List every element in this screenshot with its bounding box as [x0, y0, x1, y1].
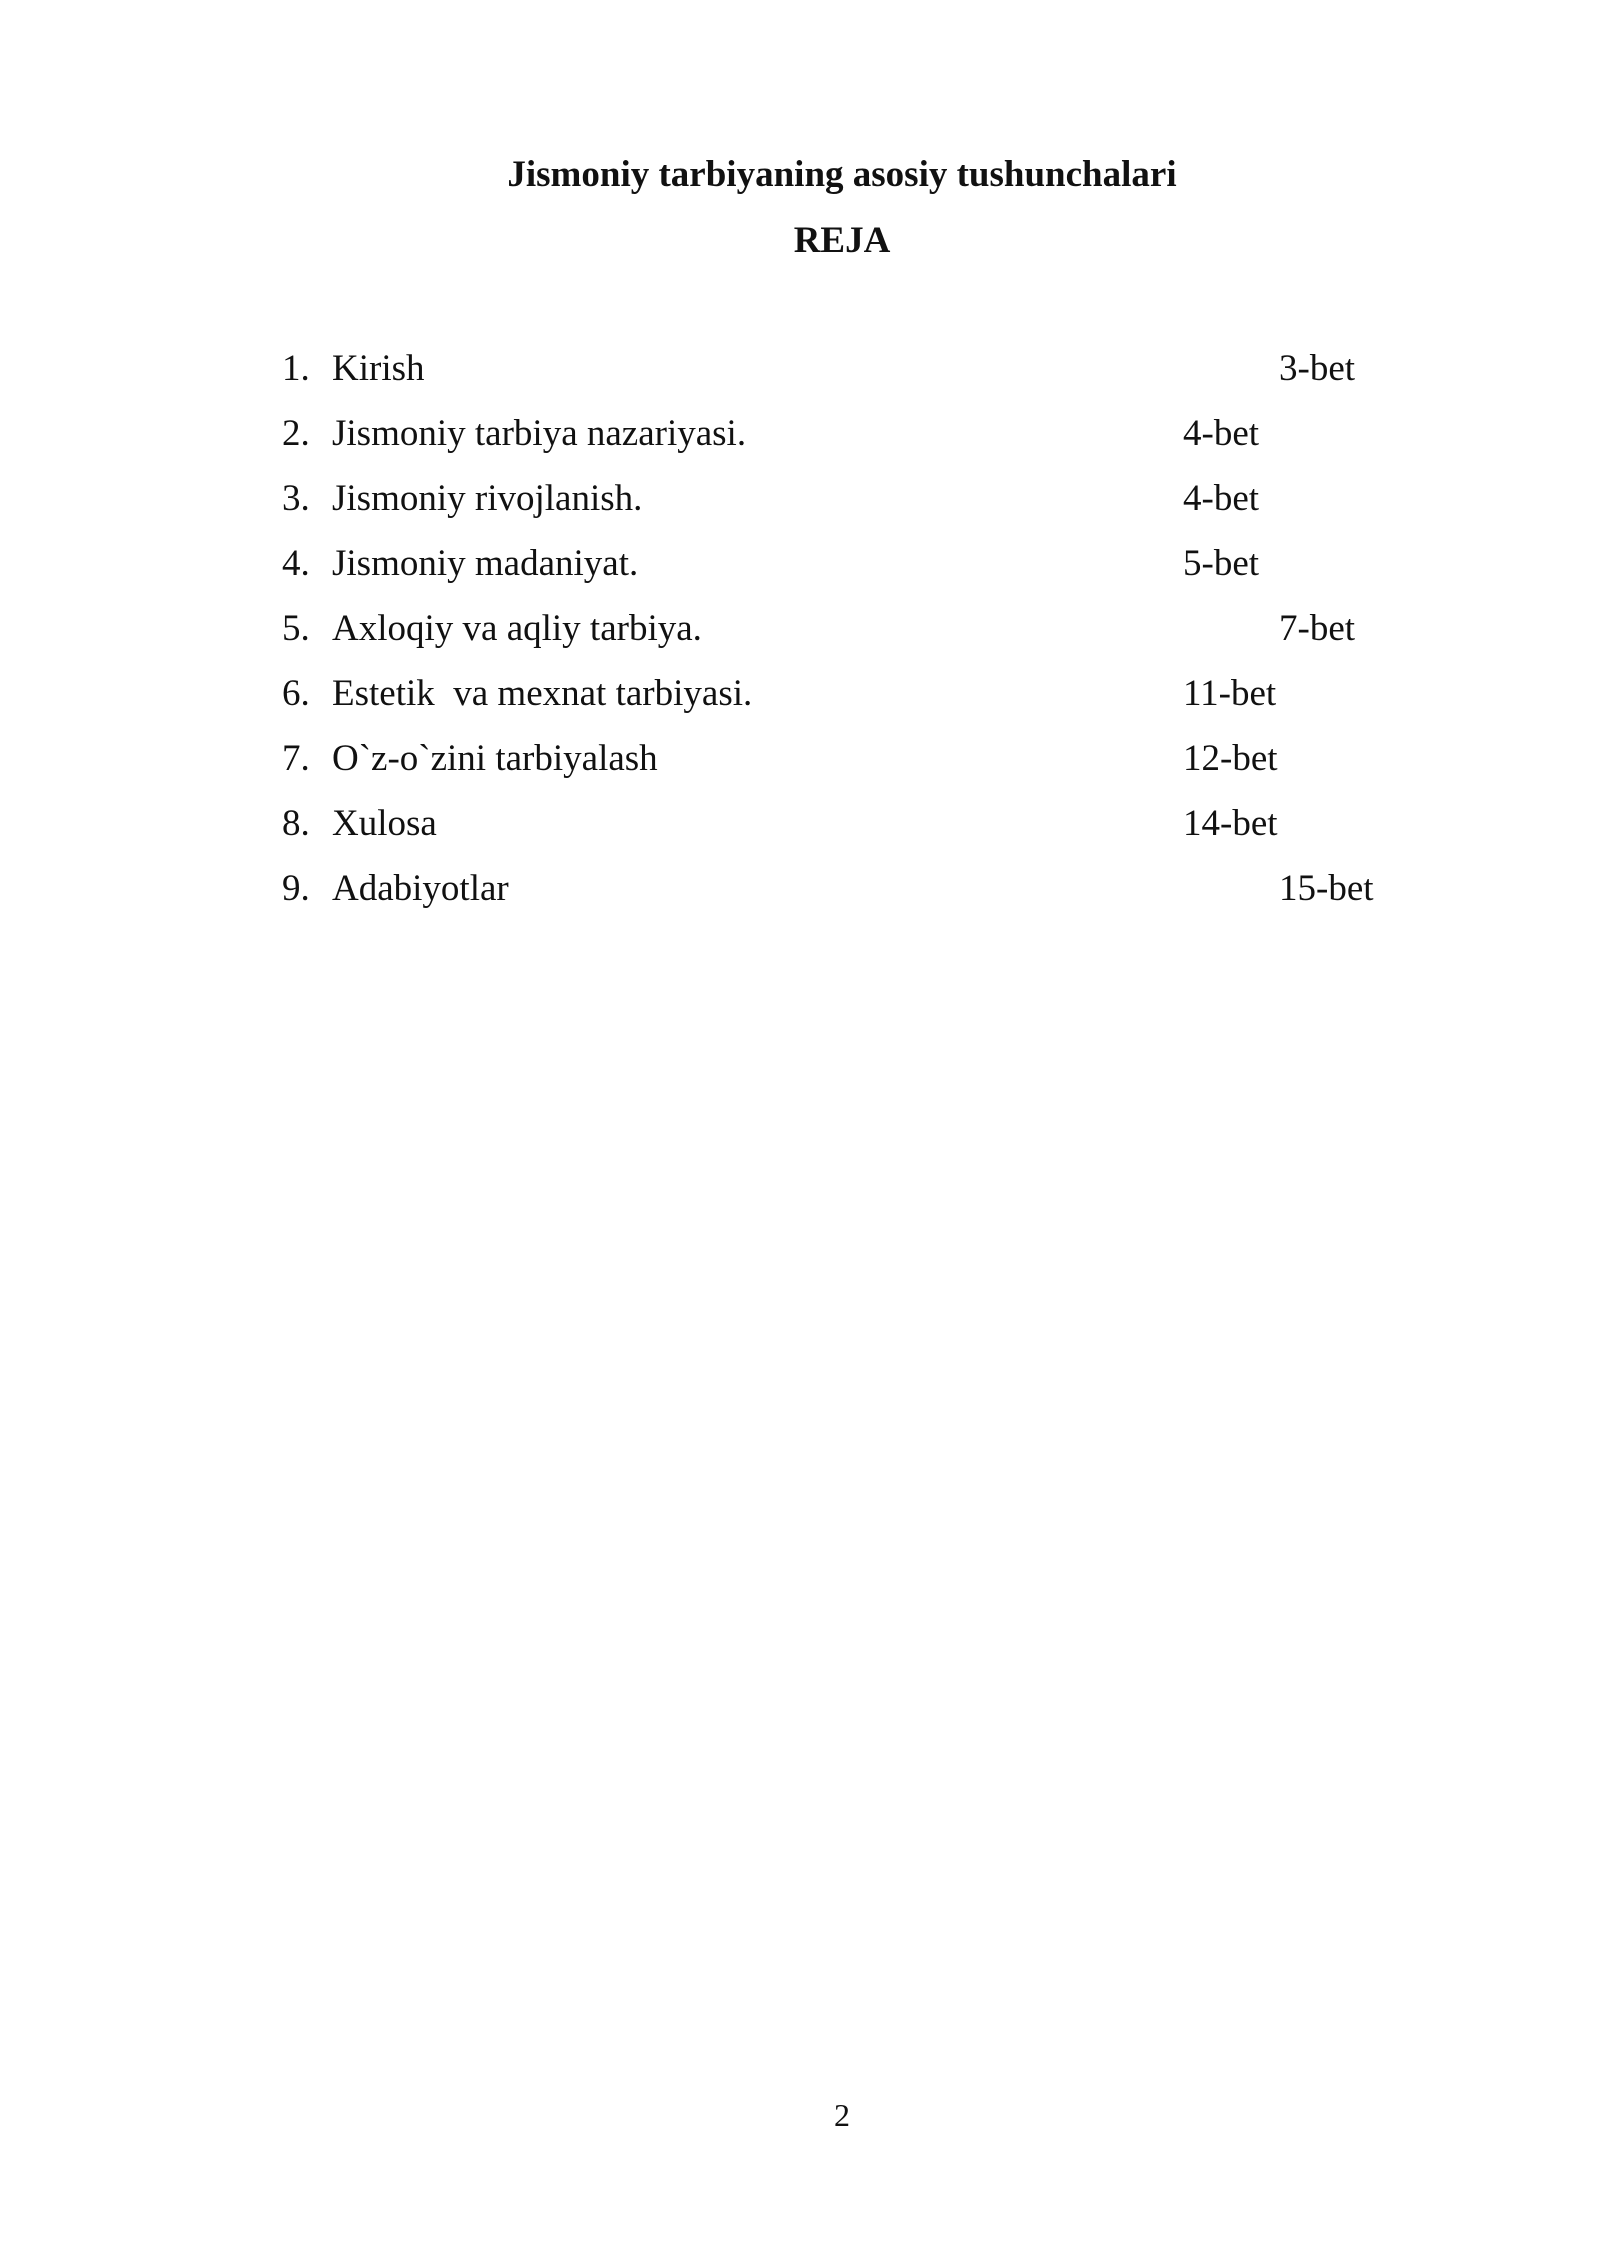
toc-item-page: 12-bet — [1183, 738, 1278, 779]
toc-item — [282, 669, 1382, 734]
table-of-contents — [282, 344, 1382, 929]
toc-item — [282, 799, 1382, 864]
toc-item-number: 6. — [282, 673, 310, 714]
toc-item-page: 3-bet — [1279, 348, 1356, 389]
toc-item-text: O`z-o`zini tarbiyalash — [332, 738, 658, 779]
toc-item-page: 4-bet — [1183, 413, 1260, 454]
toc-item-text: Adabiyotlar — [332, 868, 509, 909]
toc-item-number: 4. — [282, 543, 310, 584]
toc-item-number: 8. — [282, 803, 310, 844]
toc-item-number: 3. — [282, 478, 310, 519]
document-subtitle: REJA — [793, 220, 891, 261]
page-number: 2 — [834, 2097, 850, 2133]
toc-item-text: Jismoniy tarbiya nazariyasi. — [332, 413, 747, 454]
toc-item-page: 15-bet — [1279, 868, 1374, 909]
toc-item-number: 9. — [282, 868, 310, 909]
toc-item-text: Axloqiy va aqliy tarbiya. — [332, 608, 702, 649]
document-title: Jismoniy tarbiyaning asosiy tushunchalari — [507, 154, 1177, 195]
toc-item — [282, 409, 1382, 474]
toc-item-page: 14-bet — [1183, 803, 1278, 844]
toc-item-page: 5-bet — [1183, 543, 1260, 584]
toc-item-page: 11-bet — [1183, 673, 1277, 714]
toc-item-number: 1. — [282, 348, 310, 389]
toc-item-number: 2. — [282, 413, 310, 454]
toc-item — [282, 539, 1382, 604]
toc-item — [282, 344, 1382, 409]
toc-item-page: 7-bet — [1279, 608, 1356, 649]
toc-item-number: 5. — [282, 608, 310, 649]
toc-item — [282, 604, 1382, 669]
toc-item — [282, 474, 1382, 539]
toc-item — [282, 864, 1382, 929]
toc-item-number: 7. — [282, 738, 310, 779]
toc-item-text: Xulosa — [332, 803, 437, 844]
toc-item-text: Jismoniy madaniyat. — [332, 543, 639, 584]
toc-item-page: 4-bet — [1183, 478, 1260, 519]
toc-item-text: Jismoniy rivojlanish. — [332, 478, 643, 519]
toc-item — [282, 734, 1382, 799]
toc-item-text: Kirish — [332, 348, 425, 389]
toc-item-text: Estetik va mexnat tarbiyasi. — [332, 673, 753, 714]
